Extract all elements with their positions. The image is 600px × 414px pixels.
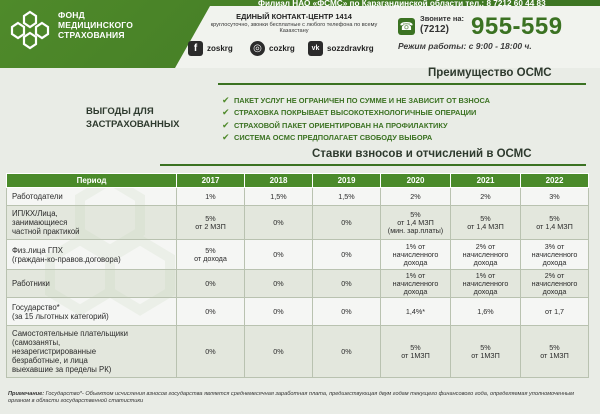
social-handle: sozzdravkrg: [327, 43, 374, 53]
rates-divider: [160, 164, 586, 166]
rate-cell: 5% от 1,4 МЗП: [521, 206, 589, 240]
rate-cell: 0%: [245, 270, 313, 298]
rate-cell: 0%: [313, 270, 381, 298]
rate-cell: 1% от начисленного дохода: [381, 240, 451, 270]
social-handle: cozkrg: [269, 43, 295, 53]
rate-cell: 3% от начисленного дохода: [521, 240, 589, 270]
rate-cell: 2% от начисленного дохода: [521, 270, 589, 298]
rate-cell: 1% от начисленного дохода: [381, 270, 451, 298]
advantages-list: [222, 94, 490, 144]
rate-cell: 0%: [245, 298, 313, 326]
check-icon: ✔: [222, 119, 230, 130]
rate-cell: 0%: [245, 206, 313, 240]
contact-center-title: ЕДИНЫЙ КОНТАКТ-ЦЕНТР 1414: [236, 12, 352, 21]
table-row: [7, 206, 589, 240]
benefits-label: ВЫГОДЫ ДЛЯ ЗАСТРАХОВАННЫХ: [86, 106, 180, 130]
rate-cell: 2%: [451, 188, 521, 206]
branch-info: [258, 0, 546, 8]
rate-cell: 0%: [245, 326, 313, 378]
list-item: ✔ СИСТЕМА ОСМС ПРЕДПОЛАГАЕТ СВОБОДУ ВЫБОРА: [222, 132, 433, 143]
rate-cell: 5% от 1МЗП: [451, 326, 521, 378]
rate-cell: 1,5%: [313, 188, 381, 206]
rate-cell: 2%: [381, 188, 451, 206]
list-item: ✔ СТРАХОВОЙ ПАКЕТ ОРИЕНТИРОВАН НА ПРОФИЛАКТИКУ: [222, 119, 448, 130]
rate-cell: 1,6%: [451, 298, 521, 326]
call-label: Звоните на:: [420, 14, 465, 23]
rate-cell: 5% от 1МЗП: [521, 326, 589, 378]
row-period: Работодатели: [7, 188, 177, 206]
contact-center-subtitle: круглосуточно, звонки бесплатные с любого телефона по всему Казахстану: [210, 22, 378, 35]
area-code: (7212): [420, 24, 449, 35]
row-period: Государство* (за 15 льготных категорий): [7, 298, 177, 326]
branch-phone[interactable]: 8 7212 60 44 83: [486, 0, 546, 8]
rate-cell: 0%: [177, 298, 245, 326]
rate-cell: 5% от 1МЗП: [381, 326, 451, 378]
row-period: Работники: [7, 270, 177, 298]
rate-cell: 1% от начисленного дохода: [451, 270, 521, 298]
contact-phone-number[interactable]: 955-559: [471, 13, 563, 40]
column-header: 2020: [381, 174, 451, 188]
rate-cell: 1,5%: [245, 188, 313, 206]
rate-cell: 0%: [313, 206, 381, 240]
table-row: [7, 270, 589, 298]
rate-cell: 1%: [177, 188, 245, 206]
row-period: ИП/КХ/Лица, занимающиеся частной практикой: [7, 206, 177, 240]
social-facebook[interactable]: [188, 39, 233, 57]
fund-logo-icon: [8, 8, 52, 52]
table-row: [7, 188, 589, 206]
footnote-label: Примечание:: [8, 391, 45, 397]
footnote-text: Государство*- Объектом исчисления взносов государства является среднемесячная заработная плата, предшествующая двум годам текущего финансового года, определяемая уполномоченным органом в области государственной статистики: [8, 391, 575, 404]
header: [0, 0, 600, 68]
column-header: 2021: [451, 174, 521, 188]
rate-cell: 0%: [245, 240, 313, 270]
list-item: ✔ ПАКЕТ УСЛУГ НЕ ОГРАНИЧЕН ПО СУММЕ И НЕ ЗАВИСИТ ОТ ВЗНОСА: [222, 94, 491, 105]
rate-cell: 3%: [521, 188, 589, 206]
row-period: Физ.лица ГПХ (граждан-ко-правов.договора): [7, 240, 177, 270]
advantages-divider: [218, 83, 586, 85]
rate-cell: 0%: [313, 298, 381, 326]
rates-table: [6, 173, 589, 378]
rate-cell: 2% от начисленного дохода: [451, 240, 521, 270]
rate-cell: 0%: [177, 326, 245, 378]
column-header: 2017: [177, 174, 245, 188]
rate-cell: 0%: [177, 270, 245, 298]
check-icon: ✔: [222, 132, 230, 143]
vk-icon: vk: [308, 41, 323, 56]
rate-cell: 0%: [313, 240, 381, 270]
table-row: [7, 326, 589, 378]
rate-cell: 5% от 1,4 МЗП (мин. зар.платы): [381, 206, 451, 240]
working-hours: Режим работы: с 9:00 - 18:00 ч.: [398, 41, 532, 51]
row-period: Самостоятельные плательщики (самозаняты, незарегистрированные безработные, и лица выехавшие за пределы РК): [7, 326, 177, 378]
rates-title: Ставки взносов и отчислений в ОСМС: [312, 148, 532, 160]
column-header: Период: [7, 174, 177, 188]
check-icon: ✔: [222, 94, 230, 105]
phone-icon: ☎: [398, 18, 415, 35]
social-instagram[interactable]: [250, 39, 295, 57]
advantages-title: Преимущество ОСМС: [428, 67, 552, 79]
footnote: [8, 391, 592, 405]
fund-logo-text: ФОНД МЕДИЦИНСКОГО СТРАХОВАНИЯ: [58, 10, 134, 40]
column-header: 2022: [521, 174, 589, 188]
column-header: 2019: [313, 174, 381, 188]
facebook-icon: f: [188, 41, 203, 56]
rate-cell: от 1,7: [521, 298, 589, 326]
rate-cell: 5% от 2 МЗП: [177, 206, 245, 240]
rate-cell: 5% от 1,4 МЗП: [451, 206, 521, 240]
table-header-row: [7, 174, 589, 188]
check-icon: ✔: [222, 107, 230, 118]
social-vk[interactable]: [308, 39, 374, 57]
rate-cell: 5% от дохода: [177, 240, 245, 270]
table-row: [7, 240, 589, 270]
table-row: [7, 298, 589, 326]
social-handle: zoskrg: [207, 43, 233, 53]
rate-cell: 1,4%*: [381, 298, 451, 326]
list-item: ✔ СТРАХОВКА ПОКРЫВАЕТ ВЫСОКОТЕХНОЛОГИЧНЫЕ ОПЕРАЦИИ: [222, 107, 477, 118]
column-header: 2018: [245, 174, 313, 188]
branch-label: Филиал НАО «ФСМС» по Карагандинской области тел.:: [258, 0, 485, 8]
instagram-icon: ◎: [250, 41, 265, 56]
rate-cell: 0%: [313, 326, 381, 378]
